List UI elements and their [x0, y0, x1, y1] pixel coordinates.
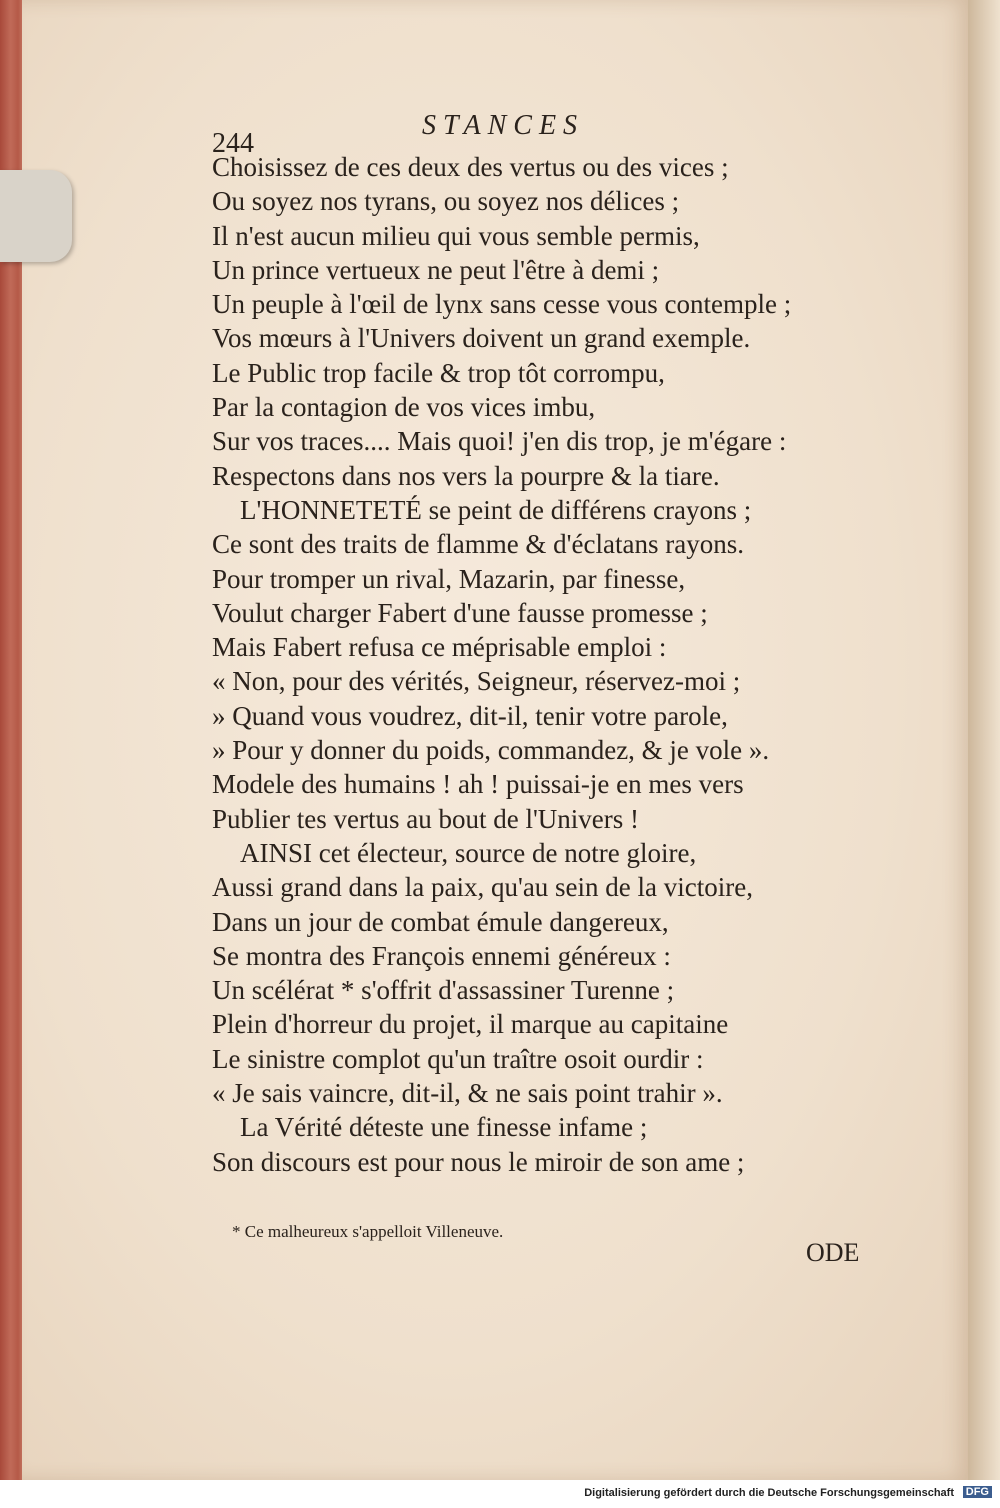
verse-line: Un peuple à l'œil de lynx sans cesse vous contemple ; — [212, 289, 792, 320]
verse-line: Sur vos traces.... Mais quoi! j'en dis trop, je m'égare : — [212, 426, 787, 457]
verse-line: Aussi grand dans la paix, qu'au sein de la victoire, — [212, 872, 753, 903]
verse-line: Se montra des François ennemi généreux : — [212, 940, 671, 971]
verse-line: Publier tes vertus au bout de l'Univers ! — [212, 803, 640, 834]
verse-line: Un prince vertueux ne peut l'être à demi ; — [212, 254, 660, 285]
verse-line: Dans un jour de combat émule dangereux, — [212, 906, 669, 937]
verse-line: AINSI cet électeur, source de notre gloire, — [240, 837, 697, 868]
verse-line: » Quand vous voudrez, dit-il, tenir votre parole, — [212, 700, 728, 731]
verse-line: Ou soyez nos tyrans, ou soyez nos délices ; — [212, 186, 680, 217]
verse-line: Vos mœurs à l'Univers doivent un grand exemple. — [212, 323, 751, 354]
verse-line: Mais Fabert refusa ce méprisable emploi : — [212, 632, 667, 663]
verse-line: Il n'est aucun milieu qui vous semble permis, — [212, 220, 700, 251]
verse-line: » Pour y donner du poids, commandez, & je vole ». — [212, 735, 770, 766]
verse-line: Par la contagion de vos vices imbu, — [212, 392, 596, 423]
verse-line: Voulut charger Fabert d'une fausse promesse ; — [212, 597, 708, 628]
footer-bar — [0, 1480, 1000, 1508]
funding-notice: Digitalisierung gefördert durch die Deutsche Forschungsgemeinschaft — [584, 1487, 954, 1499]
page-clip — [0, 170, 72, 262]
verse-line: Le sinistre complot qu'un traître osoit ourdir : — [212, 1043, 704, 1074]
verse-line: Respectons dans nos vers la pourpre & la tiare. — [212, 460, 720, 491]
verse-line: Son discours est pour nous le miroir de son ame ; — [212, 1146, 745, 1177]
verse-line: L'HONNETETÉ se peint de différens crayons ; — [240, 494, 752, 525]
verse-block — [212, 150, 912, 1179]
verse-line: Un scélérat * s'offrit d'assassiner Turenne ; — [212, 975, 675, 1006]
verse-line: Ce sont des traits de flamme & d'éclatans rayons. — [212, 529, 744, 560]
running-title: STANCES — [422, 110, 585, 141]
dfg-logo: DFG — [963, 1486, 992, 1498]
verse-line: Pour tromper un rival, Mazarin, par finesse, — [212, 563, 686, 594]
next-page-edge — [968, 0, 1000, 1480]
verse-line: Plein d'horreur du projet, il marque au capitaine — [212, 1009, 729, 1040]
verse-line: Choisissez de ces deux des vertus ou des vices ; — [212, 152, 729, 182]
verse-line: Modele des humains ! ah ! puissai-je en mes vers — [212, 769, 744, 800]
verse-line: « Je sais vaincre, dit-il, & ne sais point trahir ». — [212, 1078, 723, 1109]
page-number: 244 — [212, 128, 254, 159]
verse-line: La Vérité déteste une finesse infame ; — [240, 1112, 648, 1143]
verse-line: « Non, pour des vérités, Seigneur, réservez-moi ; — [212, 666, 741, 697]
verse-line: Le Public trop facile & trop tôt corrompu, — [212, 357, 665, 388]
catchword: ODE — [806, 1238, 860, 1267]
footnote: * Ce malheureux s'appelloit Villeneuve. — [232, 1222, 504, 1241]
